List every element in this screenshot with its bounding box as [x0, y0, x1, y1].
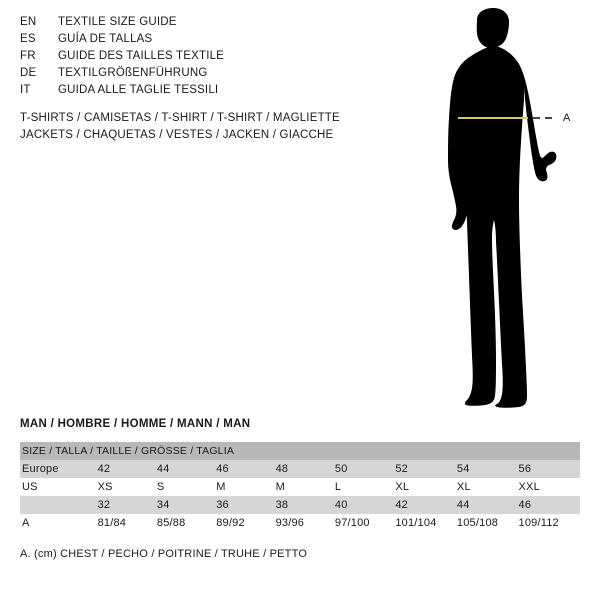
language-header-block — [20, 16, 400, 101]
table-header-label: SIZE / TALLA / TAILLE / GRÖSSE / TAGLIA — [20, 442, 580, 460]
language-code: ES — [20, 33, 36, 45]
table-cell: XL — [457, 478, 519, 496]
language-text: TEXTILE SIZE GUIDE — [58, 16, 177, 28]
table-cell: 48 — [276, 460, 335, 478]
table-cell: 105/108 — [457, 514, 519, 532]
table-cell: 109/112 — [519, 514, 581, 532]
table-cell: 101/104 — [395, 514, 457, 532]
language-row — [20, 67, 400, 84]
figure-illustration — [415, 8, 600, 408]
language-row — [20, 16, 400, 33]
language-text: GUIDE DES TAILLES TEXTILE — [58, 50, 225, 62]
table-row — [20, 478, 580, 496]
language-code: EN — [20, 16, 37, 28]
footnote: A. (cm) CHEST / PECHO / POITRINE / TRUHE / PETTO — [20, 548, 308, 560]
table-cell: 85/88 — [157, 514, 216, 532]
table-cell: 32 — [98, 496, 157, 514]
table-row — [20, 496, 580, 514]
table-cell: M — [216, 478, 275, 496]
table-cell: 44 — [157, 460, 216, 478]
table-cell: 97/100 — [335, 514, 395, 532]
language-code: DE — [20, 67, 37, 79]
table-cell: 46 — [216, 460, 275, 478]
table-cell: 42 — [98, 460, 157, 478]
table-cell: S — [157, 478, 216, 496]
row-label — [20, 496, 98, 514]
category-block — [20, 110, 420, 144]
table-cell: 36 — [216, 496, 275, 514]
category-line-tshirts: T-SHIRTS / CAMISETAS / T-SHIRT / T-SHIRT / MAGLIETTE — [20, 112, 340, 124]
row-label: Europe — [20, 460, 98, 478]
category-line-jackets: JACKETS / CHAQUETAS / VESTES / JACKEN / GIACCHE — [20, 129, 334, 141]
table-cell: XL — [395, 478, 457, 496]
table-cell: 34 — [157, 496, 216, 514]
language-code: IT — [20, 84, 31, 96]
language-text: GUIDA ALLE TAGLIE TESSILI — [58, 84, 219, 96]
table-cell: 54 — [457, 460, 519, 478]
man-silhouette-icon — [415, 8, 600, 408]
table-cell: 56 — [519, 460, 581, 478]
table-cell: 44 — [457, 496, 519, 514]
table-cell: 38 — [276, 496, 335, 514]
measure-label-a: A — [563, 112, 571, 124]
size-table — [20, 442, 580, 532]
row-label: US — [20, 478, 98, 496]
table-cell: 40 — [335, 496, 395, 514]
language-code: FR — [20, 50, 36, 62]
language-text: TEXTILGRÖßENFÜHRUNG — [58, 67, 208, 79]
table-cell: 89/92 — [216, 514, 275, 532]
table-cell: 42 — [395, 496, 457, 514]
table-cell: L — [335, 478, 395, 496]
language-row — [20, 84, 400, 101]
table-cell: M — [276, 478, 335, 496]
table-header-row — [20, 442, 580, 460]
table-cell: 93/96 — [276, 514, 335, 532]
table-cell: 52 — [395, 460, 457, 478]
table-cell: 81/84 — [98, 514, 157, 532]
table-row — [20, 460, 580, 478]
table-title: MAN / HOMBRE / HOMME / MANN / MAN — [20, 418, 251, 430]
language-text: GUÍA DE TALLAS — [58, 33, 153, 45]
table-cell: XXL — [519, 478, 581, 496]
table-cell: XS — [98, 478, 157, 496]
table-cell: 50 — [335, 460, 395, 478]
language-row — [20, 50, 400, 67]
row-label: A — [20, 514, 98, 532]
language-row — [20, 33, 400, 50]
table-row — [20, 514, 580, 532]
table-cell: 46 — [519, 496, 581, 514]
